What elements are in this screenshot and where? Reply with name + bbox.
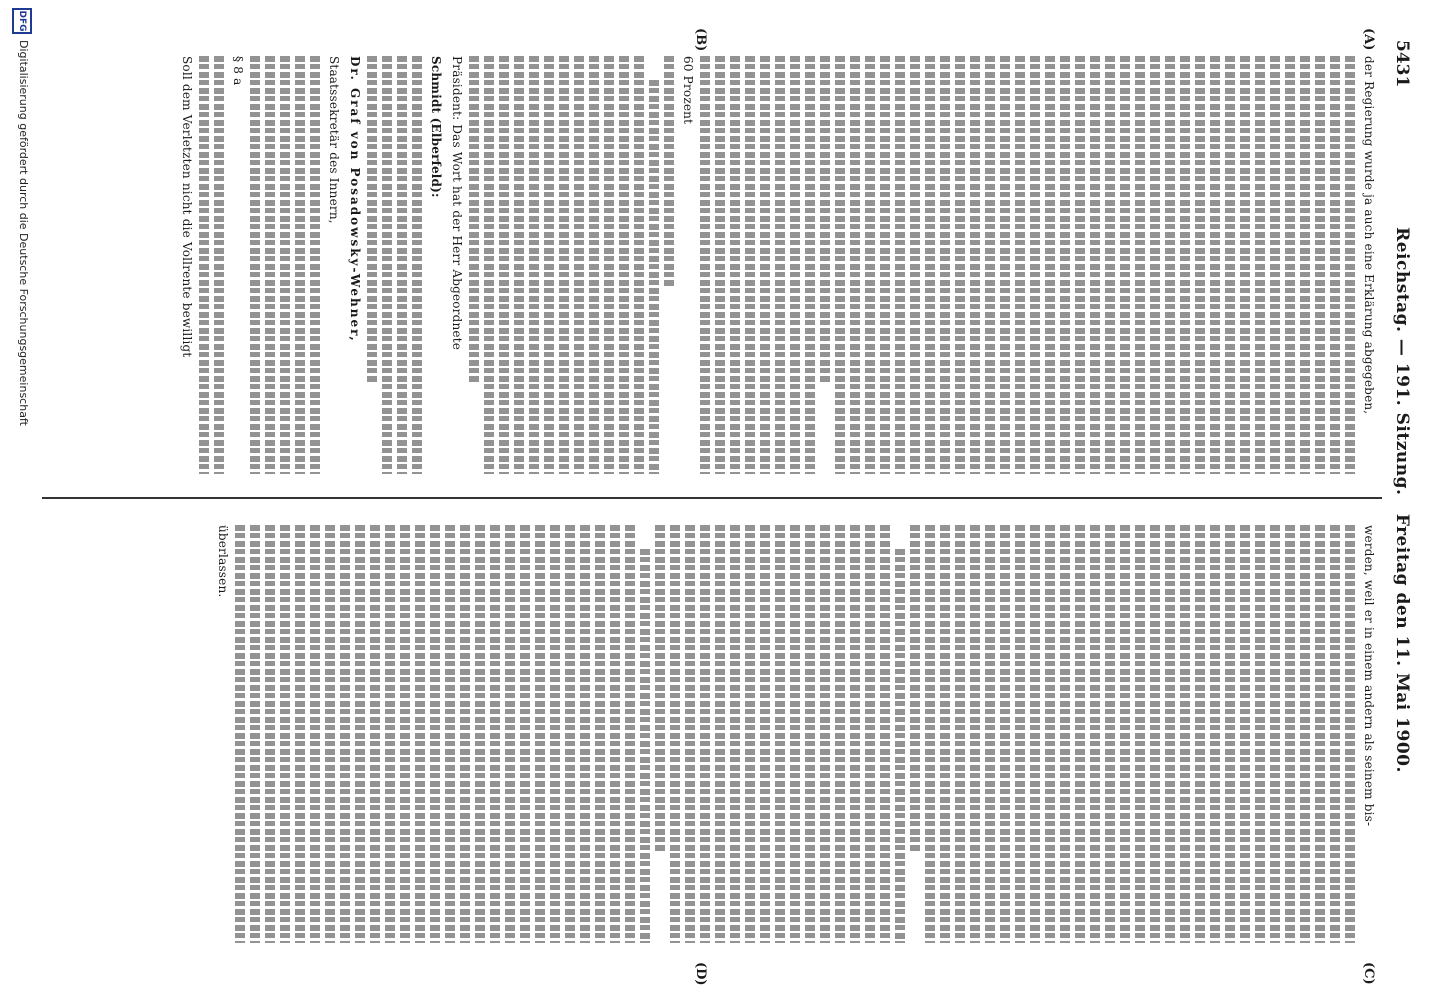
text-line	[1015, 525, 1025, 943]
text-line	[1225, 56, 1235, 474]
text-line	[1000, 525, 1010, 943]
text-line	[745, 525, 755, 943]
speaker-intro: Präsident: Das Wort hat der Herr Abgeordnete	[450, 56, 464, 351]
text-line	[700, 525, 710, 943]
margin-mark-b: (B)	[693, 28, 708, 52]
text-line	[574, 56, 584, 474]
text-line	[430, 525, 440, 943]
text-line	[1315, 525, 1325, 943]
text-line	[1165, 525, 1175, 943]
text-line	[940, 56, 950, 474]
text-line	[1030, 525, 1040, 943]
text-line	[760, 56, 770, 474]
text-line	[1195, 525, 1205, 943]
text-line	[1090, 525, 1100, 943]
dfg-logo: DFG	[12, 8, 32, 34]
text-line	[955, 56, 965, 474]
text-line	[445, 525, 455, 943]
text-line	[655, 525, 665, 851]
left-column-closing: Soll dem Verletzten nicht die Vollrente bewilligt	[180, 56, 194, 358]
credit-text: Digitalisierung gefördert durch die Deutsche Forschungsgemeinschaft	[17, 40, 30, 426]
text-line	[535, 525, 545, 943]
text-line	[880, 525, 890, 943]
left-column-opening: der Regierung wurde ja auch eine Erklärung abgegeben,	[1362, 56, 1376, 415]
text-line	[310, 525, 320, 943]
text-line	[1165, 56, 1175, 474]
text-line	[970, 56, 980, 474]
text-line	[1150, 56, 1160, 474]
text-line	[385, 525, 395, 943]
text-line	[214, 56, 224, 474]
text-line	[910, 525, 920, 851]
text-line	[1120, 56, 1130, 474]
text-line	[1075, 56, 1085, 474]
text-line	[1060, 525, 1070, 943]
session-title: Reichstag. — 191. Sitzung.	[1392, 227, 1412, 496]
text-line	[550, 525, 560, 943]
text-line	[925, 525, 935, 943]
text-line	[865, 56, 875, 474]
text-line	[1015, 56, 1025, 474]
speaker-name-schmidt: Schmidt (Elberfeld):	[429, 56, 443, 198]
text-line	[625, 525, 635, 943]
text-line	[499, 56, 509, 474]
text-line	[1240, 56, 1250, 474]
text-line	[664, 56, 674, 286]
text-line	[1300, 56, 1310, 474]
digitization-credit	[6, 0, 38, 1000]
margin-mark-c: (C)	[1361, 962, 1376, 985]
text-line	[649, 80, 659, 474]
text-line	[469, 56, 479, 382]
text-line	[985, 56, 995, 474]
text-line	[520, 525, 530, 943]
text-line	[1210, 525, 1220, 943]
text-line	[595, 525, 605, 943]
text-line	[775, 525, 785, 943]
text-line	[1285, 56, 1295, 474]
text-line	[310, 56, 320, 474]
page-number: 5431	[1392, 40, 1412, 88]
text-line	[1090, 56, 1100, 474]
text-line	[1045, 525, 1055, 943]
text-line	[1270, 525, 1280, 943]
text-line	[1075, 525, 1085, 943]
text-line	[529, 56, 539, 474]
text-line	[1210, 56, 1220, 474]
text-line	[805, 525, 815, 943]
text-line	[484, 56, 494, 474]
text-line	[1135, 525, 1145, 943]
text-line	[1060, 56, 1070, 474]
text-line	[1150, 525, 1160, 943]
text-line	[925, 56, 935, 474]
text-line	[895, 549, 905, 943]
speaker-title: Staatssekretär des Innern,	[327, 56, 341, 224]
text-line	[580, 525, 590, 943]
text-line	[1105, 525, 1115, 943]
text-line	[910, 56, 920, 474]
text-line	[505, 525, 515, 943]
text-line	[880, 56, 890, 474]
text-line	[199, 56, 209, 474]
text-line	[640, 549, 650, 943]
text-line	[1330, 56, 1340, 474]
text-line	[295, 525, 305, 943]
text-line	[1225, 525, 1235, 943]
text-line	[1255, 525, 1265, 943]
text-line	[1255, 56, 1265, 474]
text-line	[835, 525, 845, 943]
text-line	[1285, 525, 1295, 943]
column-divider	[42, 497, 1382, 499]
text-line	[370, 525, 380, 943]
text-line	[1270, 56, 1280, 474]
right-column	[209, 525, 1378, 943]
text-line	[685, 525, 695, 943]
text-line	[790, 525, 800, 943]
margin-mark-d: (D)	[693, 962, 708, 986]
text-line	[367, 56, 377, 382]
text-line	[835, 56, 845, 474]
text-line	[415, 525, 425, 943]
text-line	[490, 525, 500, 943]
text-line	[460, 525, 470, 943]
text-line	[634, 56, 644, 474]
text-line	[805, 56, 815, 474]
text-line	[820, 56, 830, 382]
text-line	[1030, 56, 1040, 474]
text-line	[895, 56, 905, 474]
text-line	[1240, 525, 1250, 943]
text-line	[1105, 56, 1115, 474]
running-title	[1392, 40, 1412, 960]
text-line	[382, 56, 392, 474]
text-line	[790, 56, 800, 474]
text-line	[970, 525, 980, 943]
text-line	[730, 525, 740, 943]
text-line	[280, 525, 290, 943]
text-line	[1345, 525, 1355, 943]
text-line	[715, 525, 725, 943]
text-line	[235, 525, 245, 943]
right-column-opening: werden, weil er in einem andern als seinem bis-	[1362, 525, 1376, 827]
text-line	[397, 56, 407, 474]
percent-snippet: 60 Prozent	[681, 56, 695, 125]
text-line	[850, 56, 860, 474]
left-column	[173, 56, 1378, 474]
text-line	[265, 56, 275, 474]
text-line	[619, 56, 629, 474]
text-line	[1180, 56, 1190, 474]
margin-mark-a: (A)	[1361, 28, 1376, 51]
right-column-closing: überlassen.	[216, 525, 230, 598]
text-line	[610, 525, 620, 943]
text-line	[604, 56, 614, 474]
text-line	[1045, 56, 1055, 474]
text-line	[1135, 56, 1145, 474]
text-line	[715, 56, 725, 474]
text-line	[760, 525, 770, 943]
text-line	[250, 525, 260, 943]
text-line	[355, 525, 365, 943]
text-line	[1180, 525, 1190, 943]
text-line	[850, 525, 860, 943]
text-line	[1120, 525, 1130, 943]
text-line	[940, 525, 950, 943]
text-line	[1330, 525, 1340, 943]
text-line	[400, 525, 410, 943]
text-line	[565, 525, 575, 943]
text-line	[955, 525, 965, 943]
section-snippet: § 8 a	[231, 56, 245, 86]
text-line	[985, 525, 995, 943]
text-line	[670, 525, 680, 943]
text-line	[1315, 56, 1325, 474]
text-line	[700, 56, 710, 474]
text-line	[775, 56, 785, 474]
text-line	[412, 56, 422, 474]
session-date: Freitag den 11. Mai 1900.	[1392, 513, 1412, 773]
text-line	[865, 525, 875, 943]
text-line	[1300, 525, 1310, 943]
text-line	[514, 56, 524, 474]
text-line	[1000, 56, 1010, 474]
text-line	[475, 525, 485, 943]
text-line	[1195, 56, 1205, 474]
text-line	[295, 56, 305, 474]
text-line	[589, 56, 599, 474]
text-line	[730, 56, 740, 474]
text-line	[340, 525, 350, 943]
text-line	[265, 525, 275, 943]
text-line	[745, 56, 755, 474]
text-line	[280, 56, 290, 474]
text-line	[820, 525, 830, 943]
text-line	[1345, 56, 1355, 474]
text-line	[250, 56, 260, 474]
text-line	[559, 56, 569, 474]
speaker-name-posadowsky: Dr. Graf von Posadowsky-Wehner,	[348, 56, 362, 343]
text-line	[325, 525, 335, 943]
running-head	[1386, 40, 1412, 960]
text-line	[544, 56, 554, 474]
